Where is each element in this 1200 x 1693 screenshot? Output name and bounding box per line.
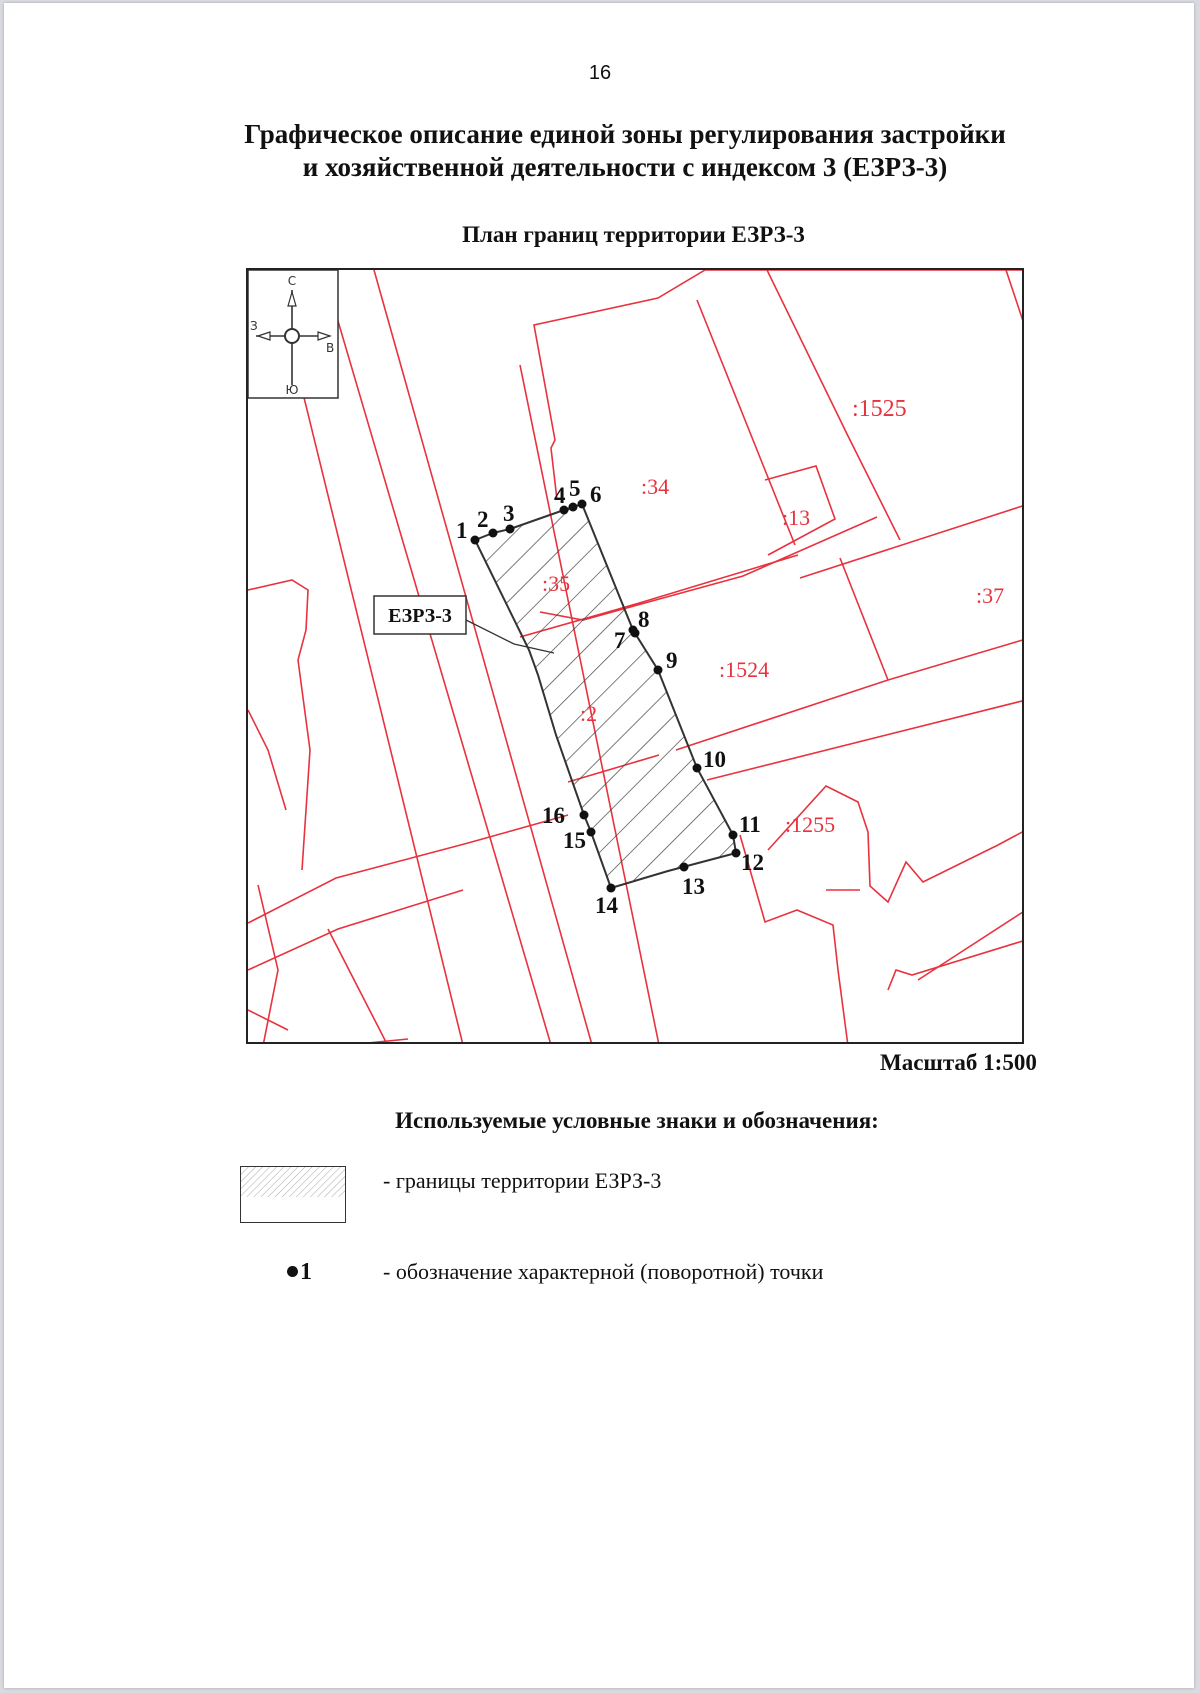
parcel-label-13: :13 xyxy=(782,505,811,530)
point-label-4: 4 xyxy=(554,483,566,508)
point-label-13: 13 xyxy=(682,874,705,899)
point-label-2: 2 xyxy=(477,507,489,532)
boundary-point-11 xyxy=(729,831,738,840)
boundary-point-5 xyxy=(569,503,578,512)
parcel-label-1525: :1525 xyxy=(852,396,907,422)
boundary-point-1 xyxy=(471,536,480,545)
parcel-label-1524: :1524 xyxy=(719,657,770,682)
zone-label-box xyxy=(374,596,466,634)
point-label-9: 9 xyxy=(666,648,678,673)
boundary-map xyxy=(246,268,1024,1044)
compass-south-label: Ю xyxy=(285,383,299,397)
boundary-point-15 xyxy=(587,828,596,837)
point-dot-icon xyxy=(287,1266,298,1277)
point-label-10: 10 xyxy=(703,747,726,772)
point-label-11: 11 xyxy=(739,812,761,837)
boundary-point-16 xyxy=(580,811,589,820)
parcel-label-1255: :1255 xyxy=(785,812,836,837)
legend-title: Используемые условные знаки и обозначения: xyxy=(395,1108,879,1133)
boundary-point-13 xyxy=(680,863,689,872)
map-caption: План границ территории ЕЗРЗ-3 xyxy=(462,222,805,247)
boundary-point-2 xyxy=(489,529,498,538)
legend-point-number: 1 xyxy=(300,1259,312,1285)
point-label-15: 15 xyxy=(563,828,586,853)
map-svg xyxy=(248,270,1024,1044)
legend-point-desc: - обозначение характерной (поворотной) точки xyxy=(383,1259,824,1284)
compass-north-label: С xyxy=(287,274,297,288)
point-label-16: 16 xyxy=(542,803,565,828)
point-label-3: 3 xyxy=(503,501,515,526)
legend-zone-swatch xyxy=(240,1166,346,1223)
title-line-1: Графическое описание единой зоны регулирования застройки xyxy=(244,119,1006,149)
point-label-8: 8 xyxy=(638,607,650,632)
compass-west-label: З xyxy=(250,319,258,333)
parcel-label-2: :2 xyxy=(580,701,598,726)
point-label-6: 6 xyxy=(590,482,602,507)
boundary-point-10 xyxy=(693,764,702,773)
point-label-14: 14 xyxy=(595,893,618,918)
boundary-point-14 xyxy=(607,884,616,893)
parcel-label-35: :35 xyxy=(542,571,571,596)
point-label-1: 1 xyxy=(456,518,468,543)
title-line-2: и хозяйственной деятельности с индексом 3 (ЕЗРЗ-3) xyxy=(302,152,948,182)
map-scale: Масштаб 1:500 xyxy=(880,1050,1037,1075)
point-label-5: 5 xyxy=(569,476,581,501)
legend-point-symbol xyxy=(287,1259,312,1286)
document-title xyxy=(0,118,1200,184)
parcel-label-37: :37 xyxy=(976,583,1005,608)
zone-label: ЕЗРЗ-3 xyxy=(388,605,452,627)
hatch-swatch-icon xyxy=(241,1167,346,1223)
compass-east-label: В xyxy=(326,341,335,355)
boundary-point-9 xyxy=(654,666,663,675)
point-label-7: 7 xyxy=(614,628,626,653)
parcel-label-34: :34 xyxy=(641,474,670,499)
boundary-point-12 xyxy=(732,849,741,858)
point-label-12: 12 xyxy=(741,850,764,875)
compass-icon xyxy=(248,270,338,398)
legend-zone-desc: - границы территории ЕЗРЗ-3 xyxy=(383,1168,662,1193)
page-number: 16 xyxy=(588,62,612,84)
